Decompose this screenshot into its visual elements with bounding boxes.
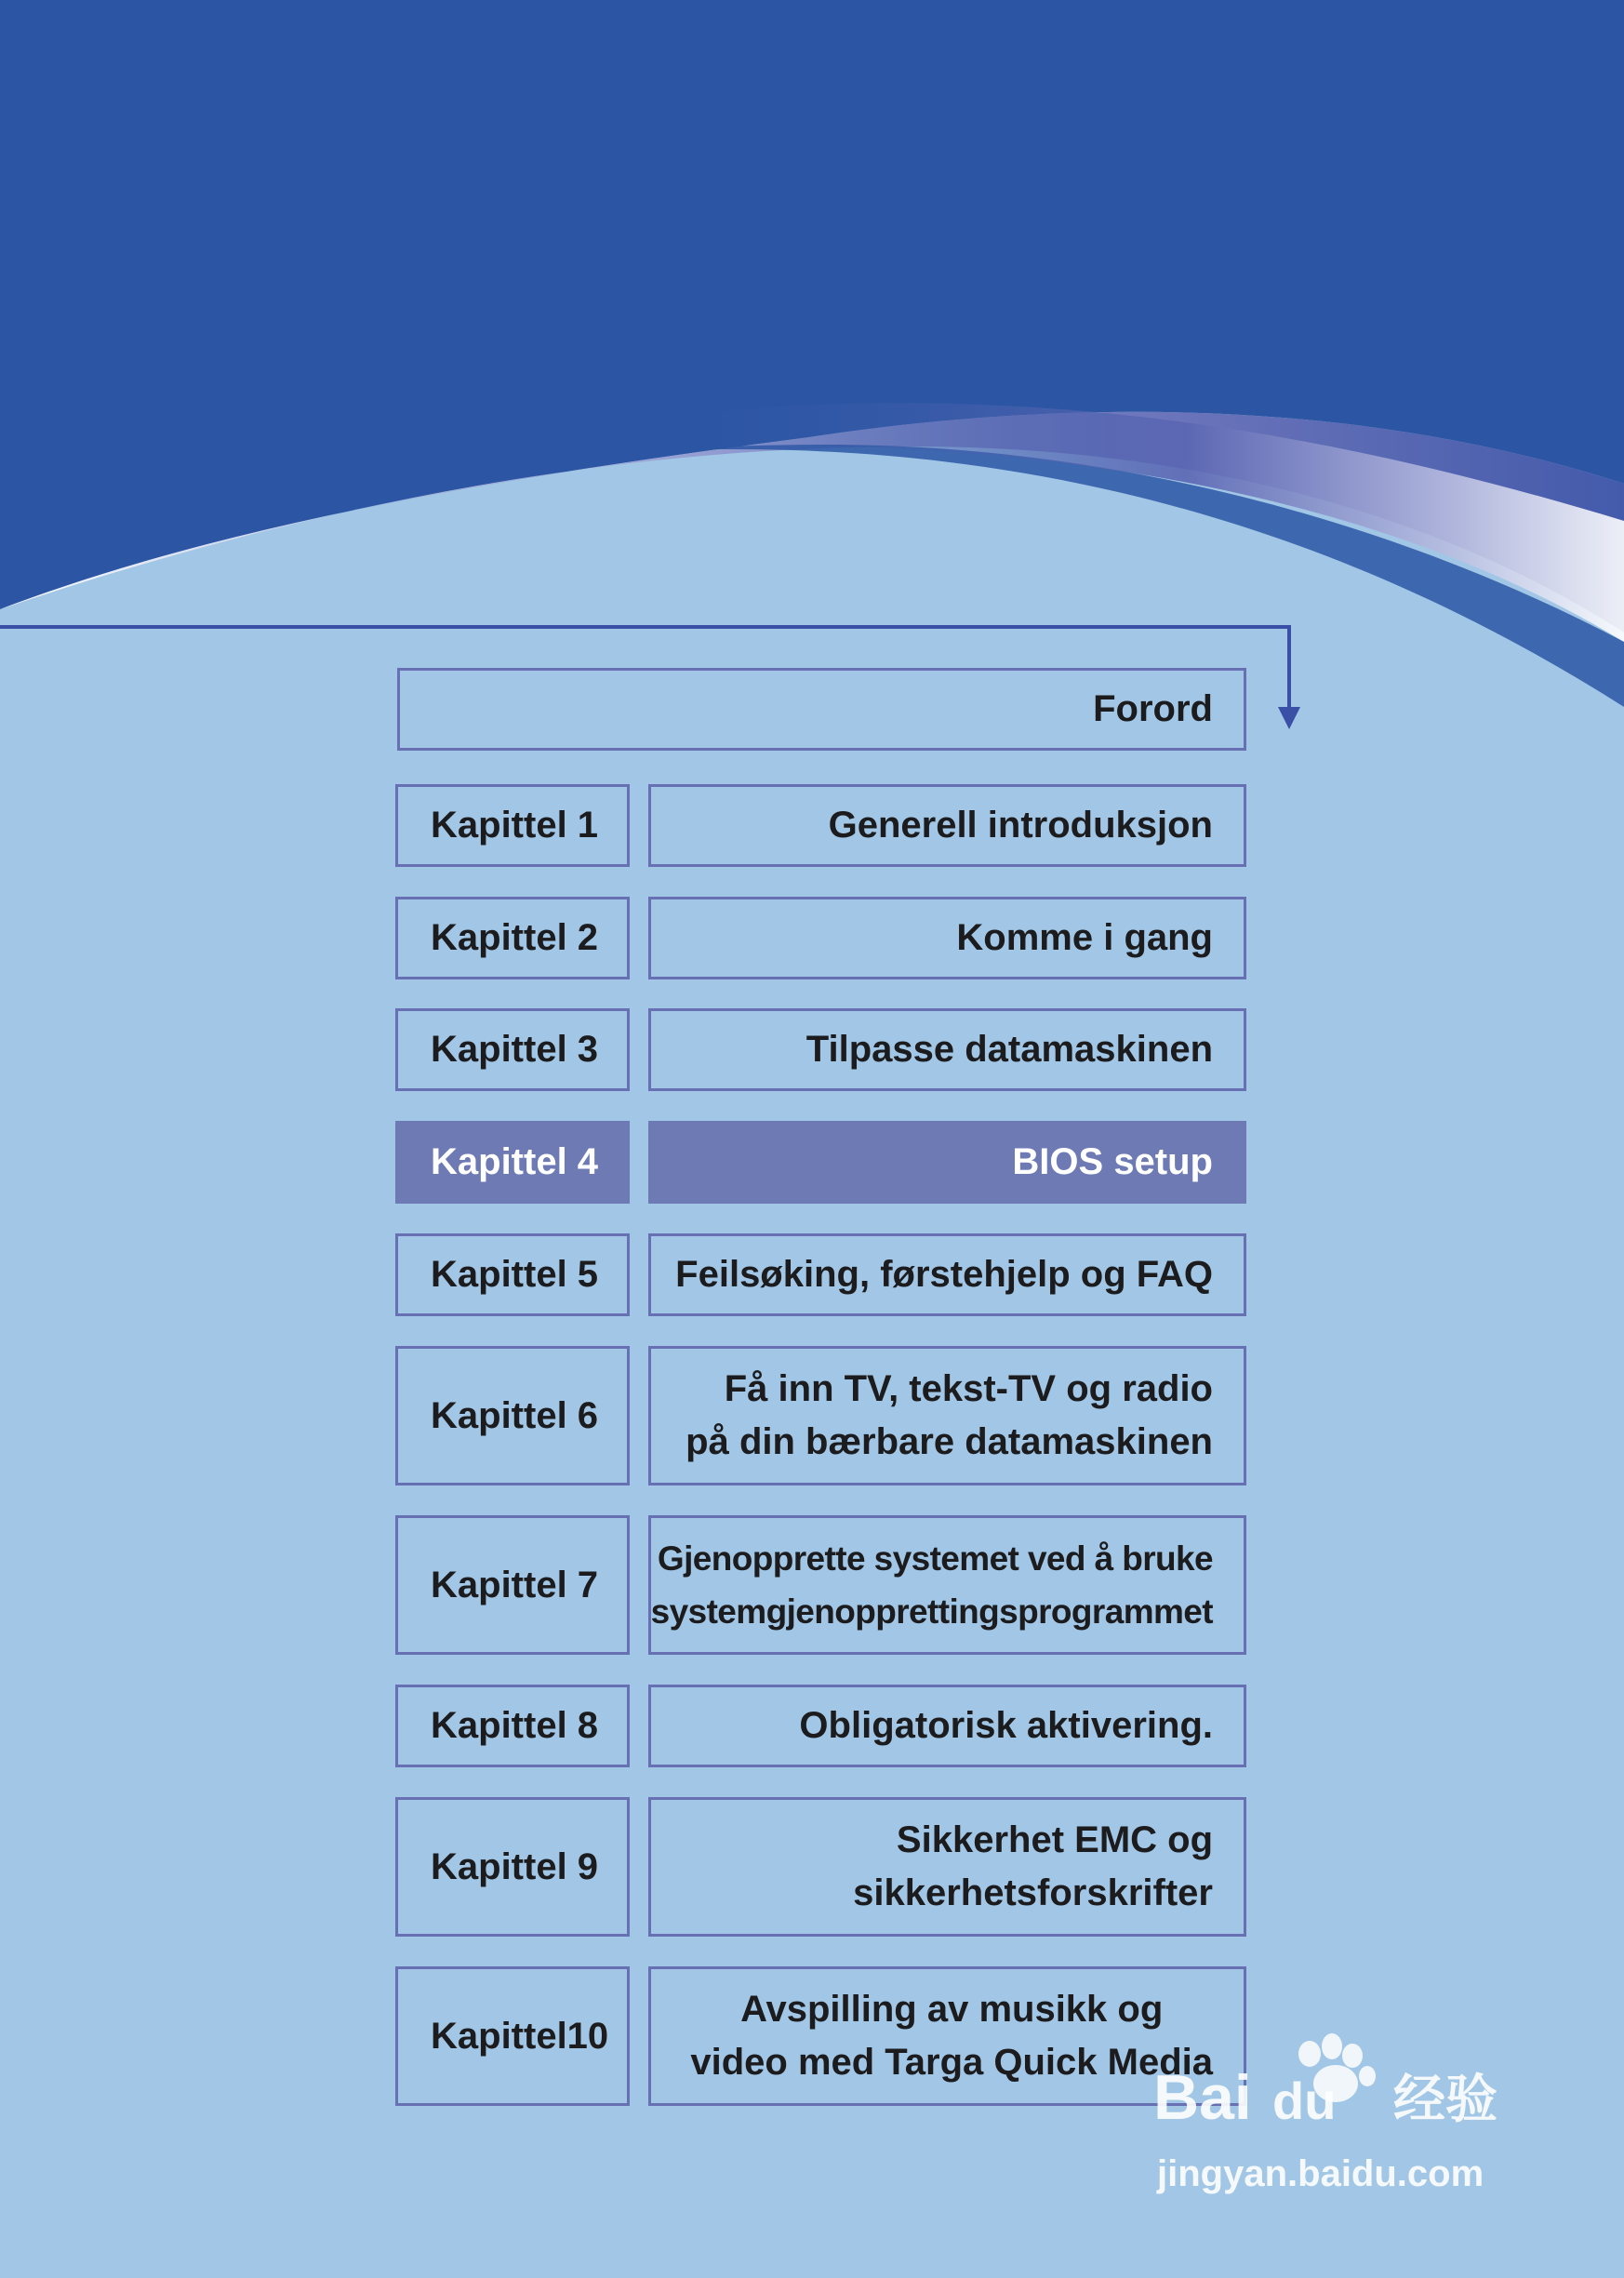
chapter-label-box[interactable]: [395, 784, 630, 867]
chapter-title: [799, 1699, 1213, 1752]
chapter-label-box[interactable]: [395, 1008, 630, 1091]
watermark-cn-text: 经验: [1393, 2070, 1498, 2128]
chapter-title: [806, 1023, 1213, 1076]
chapter-label: Kapittel 9: [431, 1845, 599, 1887]
chapter-title-line: Få inn TV, tekst-TV og radio: [724, 1368, 1213, 1409]
chapter-title-line: Sikkerhet EMC og: [896, 1819, 1213, 1860]
preface-label: Forord: [1093, 688, 1213, 729]
chapter-title-line: Obligatorisk aktivering.: [799, 1705, 1213, 1746]
chapter-label: Kapittel 3: [431, 1029, 599, 1070]
chapter-label: Kapittel10: [431, 2015, 609, 2057]
chapter-title-box[interactable]: [648, 1121, 1246, 1204]
chapter-label: Kapittel 2: [431, 917, 599, 958]
chapter-title-line: Avspilling av musikk og: [740, 1989, 1164, 2030]
chapter-title-line: systemgjenopprettingsprogrammet: [650, 1592, 1213, 1631]
watermark-brand: Bai: [1153, 2062, 1252, 2133]
chapter-label: Kapittel 7: [431, 1564, 599, 1605]
chapter-label: Kapittel 6: [431, 1394, 599, 1436]
chapter-label-box[interactable]: [395, 1685, 630, 1767]
chapter-label-box[interactable]: [395, 1797, 630, 1937]
chapter-title-box[interactable]: [648, 1685, 1246, 1767]
preface-entry[interactable]: [397, 668, 1246, 751]
chapter-label-box[interactable]: [395, 1966, 630, 2106]
chapter-title: [956, 912, 1213, 965]
chapter-label-box[interactable]: [395, 1346, 630, 1485]
chapter-title: [829, 799, 1213, 852]
chapter-title-line: Feilsøking, førstehjelp og FAQ: [675, 1254, 1213, 1295]
chapter-label-box[interactable]: [395, 1233, 630, 1316]
chapter-title-box[interactable]: [648, 784, 1246, 867]
chapter-title-line: på din bærbare datamaskinen: [686, 1421, 1213, 1462]
chapter-title-box[interactable]: [648, 1515, 1246, 1655]
chapter-title-line: Komme i gang: [956, 917, 1213, 958]
chapter-label: Kapittel 1: [431, 805, 599, 846]
chapter-title: [853, 1814, 1213, 1920]
baidu-jingyan-watermark: [1153, 2028, 1525, 2214]
chapter-label: Kapittel 8: [431, 1705, 599, 1746]
chapter-title-box[interactable]: [648, 897, 1246, 979]
chapter-label: Kapittel 5: [431, 1254, 599, 1295]
chapter-title-box[interactable]: [648, 1233, 1246, 1316]
chapter-title-box[interactable]: [648, 1346, 1246, 1485]
chapter-label-box[interactable]: [395, 1515, 630, 1655]
chapter-title-box[interactable]: [648, 1797, 1246, 1937]
chapter-title: [675, 1248, 1213, 1301]
chapter-title-line: Gjenopprette systemet ved å bruke: [657, 1539, 1213, 1578]
chapter-label-box[interactable]: [395, 1121, 630, 1204]
watermark-url: jingyan.baidu.com: [1157, 2153, 1484, 2194]
chapter-label-box[interactable]: [395, 897, 630, 979]
chapter-title-line: Generell introduksjon: [828, 805, 1213, 846]
chapter-title-box[interactable]: [648, 1008, 1246, 1091]
chapter-title-line: BIOS setup: [1012, 1141, 1213, 1182]
chapter-title-line: video med Targa Quick Media: [690, 2042, 1213, 2083]
chapter-title-line: Tilpasse datamaskinen: [805, 1029, 1213, 1070]
watermark-brand-suffix: du: [1272, 2072, 1337, 2130]
chapter-label: Kapittel 4: [431, 1141, 599, 1182]
chapter-title: [1012, 1136, 1213, 1189]
chapter-title-line: sikkerhetsforskrifter: [853, 1872, 1213, 1913]
chapter-title: [651, 1532, 1213, 1638]
chapter-title: [686, 1363, 1213, 1469]
chapter-title: [690, 1983, 1213, 2089]
